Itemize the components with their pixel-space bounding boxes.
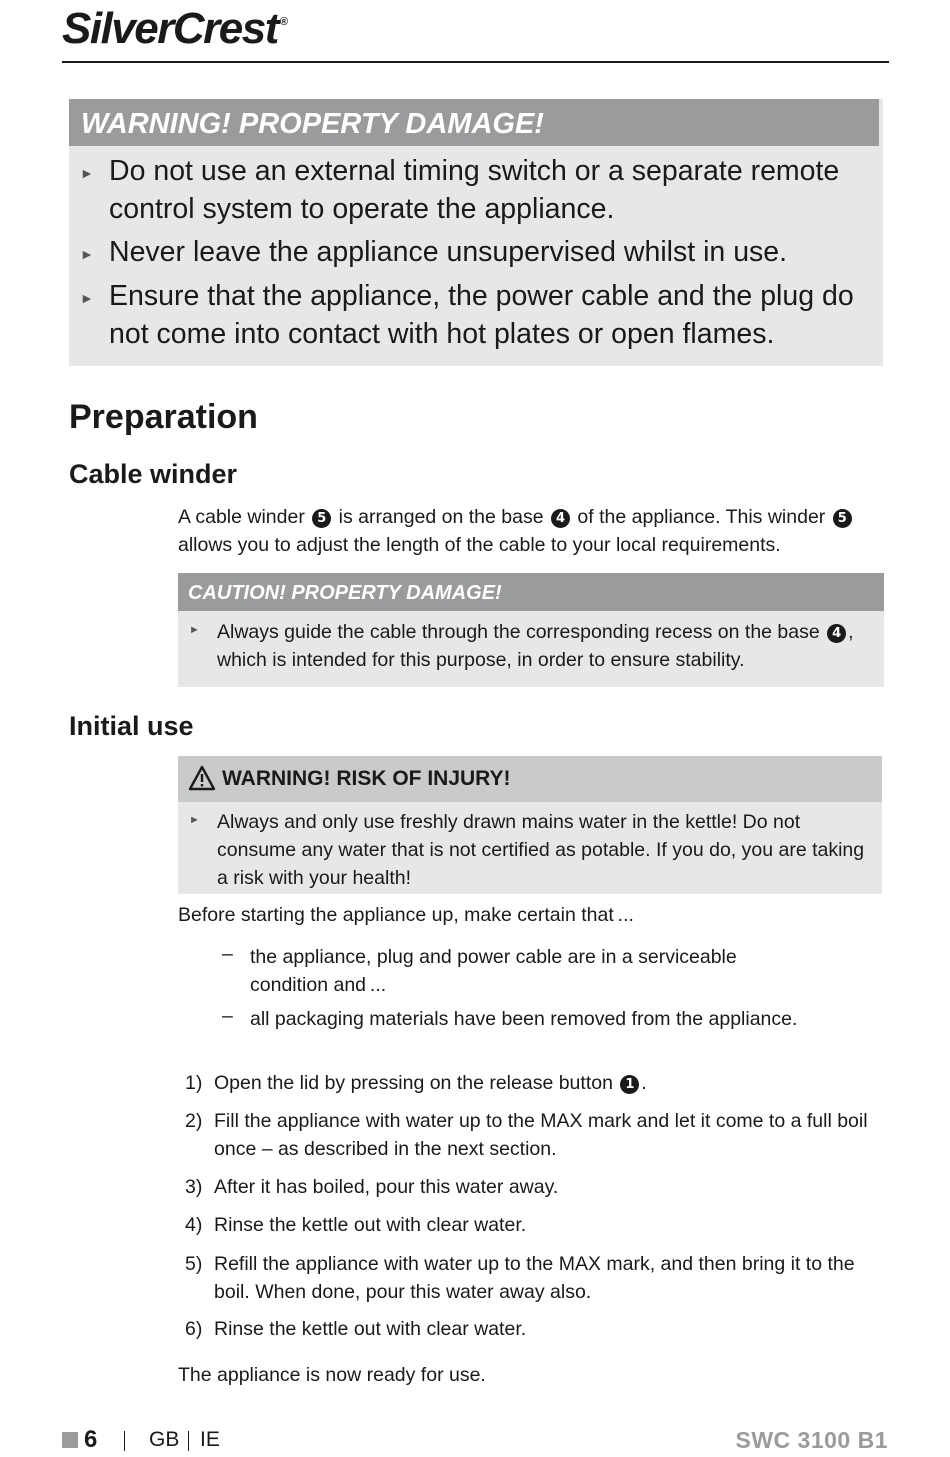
caution-title: CAUTION! PROPERTY DAMAGE!: [178, 573, 884, 611]
footer-divider: [124, 1431, 125, 1451]
header-rule: [62, 61, 889, 63]
warning-property-item: Do not use an external timing switch or a separate remote control system to operate the appliance.: [109, 155, 840, 225]
before-starting-text: Before starting the appliance up, make certain that ...: [178, 904, 634, 926]
model-number: SWC 3100 B1: [735, 1427, 888, 1453]
subsection-title-cable-winder: Cable winder: [69, 459, 238, 489]
step-text: Open the lid by pressing on the release button 1 .: [214, 1072, 647, 1094]
step-text: After it has boiled, pour this water away.: [214, 1176, 559, 1198]
step-text: Refill the appliance with water up to the MAX mark, and then bring it to the boil. When done, pour this water away also.: [214, 1253, 855, 1303]
warning-triangle-icon: [188, 765, 216, 791]
ref-number-badge: 4: [827, 624, 846, 643]
triangle-right-icon: ►: [80, 165, 94, 181]
triangle-right-icon: ►: [80, 290, 94, 306]
step-text: Rinse the kettle out with clear water.: [214, 1318, 527, 1340]
check-item: all packaging materials have been removed from the appliance.: [250, 1008, 798, 1030]
triangle-right-icon: ►: [80, 246, 94, 262]
check-item: the appliance, plug and power cable are in a serviceable condition and ...: [250, 946, 737, 996]
warning-injury-text: Always and only use freshly drawn mains water in the kettle! Do not consume any water that is not certified as potable. If you do, you are taking a risk with your health!: [217, 811, 865, 889]
dash-bullet: –: [222, 943, 233, 965]
footer-lang-ie: IE: [200, 1428, 220, 1451]
footer-lang-gb: GB: [149, 1428, 180, 1451]
triangle-right-icon: ►: [189, 814, 200, 826]
section-title-preparation: Preparation: [69, 398, 258, 436]
ref-number-badge: 4: [551, 509, 570, 528]
step-text: Rinse the kettle out with clear water.: [214, 1214, 527, 1236]
cable-winder-paragraph: A cable winder 5 is arranged on the base 4 of the appliance. This winder 5 allows you to adjust the length of the cable to your local requirements.: [178, 503, 883, 559]
footer-square-icon: [62, 1432, 78, 1448]
step-number: 1): [185, 1072, 203, 1094]
step-text: Fill the appliance with water up to the MAX mark and let it come to a full boil once – as described in the next section.: [214, 1110, 868, 1160]
warning-injury-title-bar: [178, 756, 882, 802]
step-number: 4): [185, 1214, 203, 1236]
warning-property-title: WARNING! PROPERTY DAMAGE!: [69, 99, 879, 146]
brand-logo: SilverCrest ®: [62, 4, 287, 53]
warning-property-item: Ensure that the appliance, the power cable and the plug do not come into contact with hot plates or open flames.: [109, 280, 854, 350]
step-number: 2): [185, 1110, 203, 1132]
caution-text: Always guide the cable through the corresponding recess on the base 4 , which is intended for this purpose, in order to ensure stability.: [217, 621, 854, 671]
warning-property-item: Never leave the appliance unsupervised whilst in use.: [109, 236, 788, 268]
triangle-right-icon: ►: [189, 624, 200, 636]
step-number: 6): [185, 1318, 203, 1340]
ref-number-badge: 1: [620, 1075, 639, 1094]
ref-number-badge: 5: [312, 509, 331, 528]
page-number: 6: [84, 1426, 98, 1453]
step-number: 3): [185, 1176, 203, 1198]
ready-text: The appliance is now ready for use.: [178, 1364, 486, 1386]
dash-bullet: –: [222, 1005, 233, 1027]
ref-number-badge: 5: [833, 509, 852, 528]
subsection-title-initial-use: Initial use: [69, 711, 194, 741]
warning-injury-title: WARNING! RISK OF INJURY!: [222, 767, 511, 790]
footer-divider: [188, 1431, 189, 1451]
step-number: 5): [185, 1253, 203, 1275]
